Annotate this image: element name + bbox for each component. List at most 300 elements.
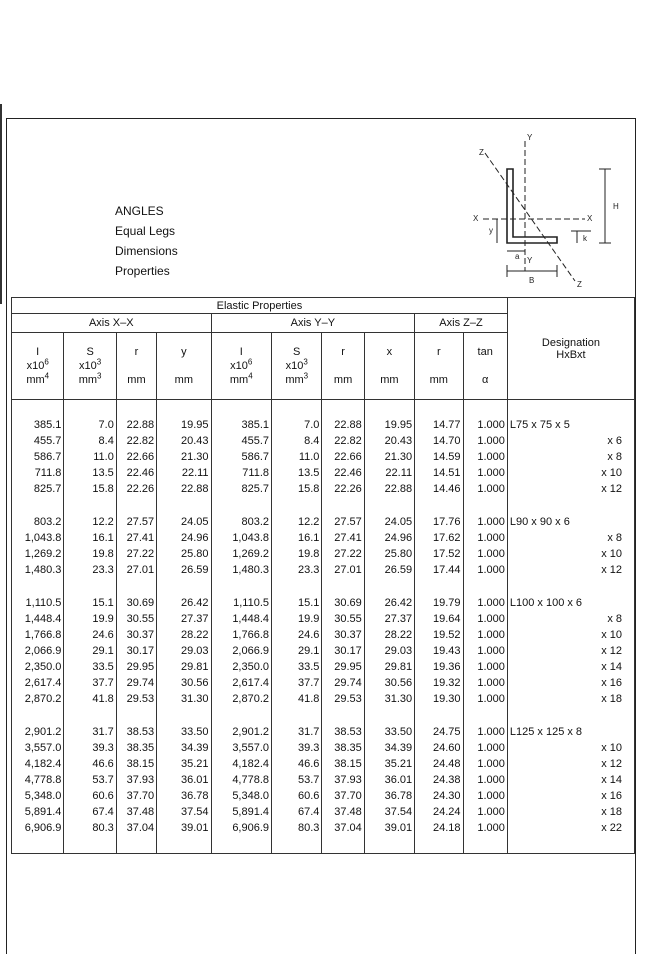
table-row (12, 788, 635, 804)
value-cell: 1,043.8 (211, 530, 271, 546)
value-cell: 1.000 (463, 804, 507, 820)
value-cell: 6,906.9 (12, 820, 64, 836)
value-cell: 19.64 (415, 611, 463, 627)
value-cell: 29.74 (116, 675, 156, 691)
value-cell: 19.30 (415, 691, 463, 707)
spacer-cell (364, 836, 414, 854)
value-cell: 4,778.8 (12, 772, 64, 788)
value-cell: 385.1 (12, 417, 64, 433)
value-cell: 1.000 (463, 643, 507, 659)
value-cell: 1,043.8 (12, 530, 64, 546)
value-cell: 5,891.4 (211, 804, 271, 820)
spacer-cell (507, 497, 634, 514)
spacer-cell (12, 578, 64, 595)
value-cell: 13.5 (64, 465, 116, 481)
value-cell: 1,480.3 (12, 562, 64, 578)
value-cell: 37.48 (116, 804, 156, 820)
value-cell: 21.30 (157, 449, 211, 465)
value-cell: 586.7 (211, 449, 271, 465)
value-cell: 4,182.4 (12, 756, 64, 772)
value-cell: 2,066.9 (211, 643, 271, 659)
value-cell: 30.17 (322, 643, 364, 659)
column-scale: x10 (26, 360, 45, 372)
value-cell: 455.7 (211, 433, 271, 449)
value-cell: 1.000 (463, 514, 507, 530)
value-cell: 11.0 (64, 449, 116, 465)
spacer-cell (272, 578, 322, 595)
column-unit: mm (380, 374, 399, 386)
designation-cell: x 12 (507, 562, 634, 578)
value-cell: 27.22 (116, 546, 156, 562)
table-row (12, 530, 635, 546)
column-symbol: r (341, 346, 345, 358)
value-cell: 711.8 (211, 465, 271, 481)
table-row (12, 820, 635, 836)
spacer-cell (415, 836, 463, 854)
value-cell: 385.1 (211, 417, 271, 433)
designation-cell: L125 x 125 x 8 (507, 724, 634, 740)
value-cell: 1.000 (463, 659, 507, 675)
table-row (12, 724, 635, 740)
spacer-cell (12, 400, 64, 418)
value-cell: 2,617.4 (12, 675, 64, 691)
value-cell: 27.57 (116, 514, 156, 530)
column-symbol: r (436, 346, 441, 358)
value-cell: 1.000 (463, 465, 507, 481)
value-cell: 20.43 (364, 433, 414, 449)
value-cell: 1.000 (463, 675, 507, 691)
value-cell: 36.01 (364, 772, 414, 788)
value-cell: 2,901.2 (211, 724, 271, 740)
value-cell: 26.59 (364, 562, 414, 578)
value-cell: 1.000 (463, 595, 507, 611)
spacer-cell (463, 578, 507, 595)
value-cell: 1.000 (463, 546, 507, 562)
value-cell: 17.44 (415, 562, 463, 578)
spacer-cell (64, 707, 116, 724)
spacer-cell (322, 400, 364, 418)
spacer-cell (157, 497, 211, 514)
table-row (12, 465, 635, 481)
spacer-row (12, 497, 635, 514)
value-cell: 23.3 (64, 562, 116, 578)
value-cell: 19.9 (64, 611, 116, 627)
spacer-cell (463, 400, 507, 418)
table-row (12, 627, 635, 643)
value-cell: 1.000 (463, 740, 507, 756)
column-unit: mm (285, 374, 304, 386)
value-cell: 1,766.8 (211, 627, 271, 643)
designation-cell: x 22 (507, 820, 634, 836)
designation-title: Designation (541, 336, 600, 349)
table-row (12, 417, 635, 433)
value-cell: 29.1 (272, 643, 322, 659)
column-unit: mm (229, 374, 249, 386)
angle-shape (507, 169, 557, 243)
column-unit: α (482, 374, 489, 386)
value-cell: 1.000 (463, 772, 507, 788)
sheet-title (115, 201, 178, 281)
value-cell: 37.54 (157, 804, 211, 820)
value-cell: 29.81 (157, 659, 211, 675)
value-cell: 38.15 (116, 756, 156, 772)
spacer-cell (415, 497, 463, 514)
value-cell: 3,557.0 (12, 740, 64, 756)
angle-section-diagram (465, 131, 635, 291)
table-row (12, 595, 635, 611)
value-cell: 25.80 (364, 546, 414, 562)
value-cell: 31.7 (64, 724, 116, 740)
value-cell: 7.0 (64, 417, 116, 433)
value-cell: 29.81 (364, 659, 414, 675)
value-cell: 12.2 (272, 514, 322, 530)
column-header (12, 333, 64, 400)
value-cell: 37.70 (116, 788, 156, 804)
value-cell: 8.4 (64, 433, 116, 449)
table-row (12, 772, 635, 788)
value-cell: 67.4 (272, 804, 322, 820)
value-cell: 39.3 (272, 740, 322, 756)
column-scale-exp: 6 (44, 357, 49, 367)
designation-cell: x 16 (507, 788, 634, 804)
value-cell: 30.37 (322, 627, 364, 643)
value-cell: 1.000 (463, 611, 507, 627)
value-cell: 19.32 (415, 675, 463, 691)
value-cell: 24.96 (157, 530, 211, 546)
value-cell: 2,870.2 (12, 691, 64, 707)
value-cell: 33.50 (157, 724, 211, 740)
designation-cell: x 6 (507, 433, 634, 449)
spacer-cell (116, 578, 156, 595)
label-y-bottom: Y (527, 256, 533, 265)
value-cell: 46.6 (272, 756, 322, 772)
value-cell: 36.78 (364, 788, 414, 804)
column-header (211, 333, 271, 400)
spacer-cell (272, 836, 322, 854)
value-cell: 19.36 (415, 659, 463, 675)
value-cell: 1.000 (463, 433, 507, 449)
column-scale: x10 (230, 360, 248, 372)
designation-cell: x 10 (507, 465, 634, 481)
value-cell: 1.000 (463, 562, 507, 578)
column-symbol: I (36, 346, 40, 358)
designation-cell: x 10 (507, 627, 634, 643)
spacer-cell (364, 497, 414, 514)
value-cell: 28.22 (364, 627, 414, 643)
value-cell: 37.93 (116, 772, 156, 788)
column-header (116, 333, 156, 400)
value-cell: 25.80 (157, 546, 211, 562)
value-cell: 23.3 (272, 562, 322, 578)
value-cell: 37.04 (322, 820, 364, 836)
value-cell: 30.37 (116, 627, 156, 643)
value-cell: 24.38 (415, 772, 463, 788)
label-x-right: X (587, 214, 593, 223)
value-cell: 27.57 (322, 514, 364, 530)
title-line-4: Properties (115, 264, 170, 278)
table-row (12, 611, 635, 627)
spacer-cell (211, 707, 271, 724)
spacer-cell (211, 836, 271, 854)
value-cell: 35.21 (157, 756, 211, 772)
label-b: B (529, 276, 535, 285)
value-cell: 53.7 (272, 772, 322, 788)
value-cell: 1,110.5 (12, 595, 64, 611)
spacer-cell (463, 707, 507, 724)
designation-cell: x 10 (507, 546, 634, 562)
column-scale-exp: 3 (303, 357, 308, 367)
value-cell: 29.74 (322, 675, 364, 691)
value-cell: 1,110.5 (211, 595, 271, 611)
value-cell: 24.05 (364, 514, 414, 530)
label-z-bottom: Z (577, 280, 582, 289)
value-cell: 80.3 (64, 820, 116, 836)
value-cell: 1,269.2 (211, 546, 271, 562)
spacer-cell (211, 400, 271, 418)
table-row (12, 643, 635, 659)
spacer-cell (272, 497, 322, 514)
column-unit-exp: 3 (97, 371, 102, 381)
value-cell: 38.53 (322, 724, 364, 740)
value-cell: 27.41 (116, 530, 156, 546)
value-cell: 16.1 (272, 530, 322, 546)
value-cell: 24.60 (415, 740, 463, 756)
axis-xx-header: Axis X–X (12, 314, 212, 333)
value-cell: 29.1 (64, 643, 116, 659)
spacer-cell (157, 836, 211, 854)
value-cell: 36.01 (157, 772, 211, 788)
axis-yy-header: Axis Y–Y (211, 314, 415, 333)
column-symbol: I (239, 346, 243, 358)
spacer-cell (116, 707, 156, 724)
column-unit: mm (174, 374, 193, 386)
spacer-cell (116, 836, 156, 854)
value-cell: 1,766.8 (12, 627, 64, 643)
value-cell: 711.8 (12, 465, 64, 481)
spacer-cell (272, 707, 322, 724)
column-scale: x10 (79, 360, 97, 372)
value-cell: 37.7 (272, 675, 322, 691)
value-cell: 30.56 (157, 675, 211, 691)
properties-table (11, 297, 635, 854)
spacer-cell (322, 707, 364, 724)
value-cell: 29.03 (364, 643, 414, 659)
value-cell: 455.7 (12, 433, 64, 449)
spacer-cell (364, 400, 414, 418)
value-cell: 38.35 (322, 740, 364, 756)
value-cell: 24.30 (415, 788, 463, 804)
value-cell: 37.93 (322, 772, 364, 788)
value-cell: 1.000 (463, 756, 507, 772)
column-symbol: x (386, 346, 393, 358)
value-cell: 14.77 (415, 417, 463, 433)
value-cell: 13.5 (272, 465, 322, 481)
value-cell: 22.88 (157, 481, 211, 497)
spacer-cell (157, 707, 211, 724)
table-row (12, 514, 635, 530)
value-cell: 19.52 (415, 627, 463, 643)
value-cell: 39.01 (364, 820, 414, 836)
spacer-cell (507, 836, 634, 854)
value-cell: 8.4 (272, 433, 322, 449)
spacer-cell (322, 578, 364, 595)
value-cell: 15.1 (64, 595, 116, 611)
value-cell: 33.5 (272, 659, 322, 675)
value-cell: 24.24 (415, 804, 463, 820)
value-cell: 24.96 (364, 530, 414, 546)
column-unit: mm (429, 374, 448, 386)
value-cell: 29.53 (322, 691, 364, 707)
value-cell: 29.03 (157, 643, 211, 659)
spacer-cell (211, 497, 271, 514)
value-cell: 5,348.0 (211, 788, 271, 804)
value-cell: 1.000 (463, 788, 507, 804)
spacer-cell (463, 497, 507, 514)
table-row (12, 675, 635, 691)
value-cell: 46.6 (64, 756, 116, 772)
spacer-cell (64, 400, 116, 418)
value-cell: 31.7 (272, 724, 322, 740)
value-cell: 37.54 (364, 804, 414, 820)
value-cell: 35.21 (364, 756, 414, 772)
column-unit: mm (333, 374, 353, 386)
label-z-top: Z (479, 148, 484, 157)
designation-cell: x 8 (507, 530, 634, 546)
value-cell: 19.95 (157, 417, 211, 433)
value-cell: 37.04 (116, 820, 156, 836)
spacer-cell (463, 836, 507, 854)
value-cell: 27.41 (322, 530, 364, 546)
value-cell: 14.46 (415, 481, 463, 497)
value-cell: 34.39 (364, 740, 414, 756)
table-row (12, 740, 635, 756)
spacer-cell (507, 400, 634, 418)
value-cell: 14.59 (415, 449, 463, 465)
value-cell: 30.69 (116, 595, 156, 611)
value-cell: 41.8 (272, 691, 322, 707)
value-cell: 37.70 (322, 788, 364, 804)
spacer-cell (64, 578, 116, 595)
value-cell: 1.000 (463, 627, 507, 643)
value-cell: 22.88 (322, 417, 364, 433)
value-cell: 22.26 (322, 481, 364, 497)
value-cell: 17.52 (415, 546, 463, 562)
designation-cell: x 8 (507, 611, 634, 627)
designation-cell: x 16 (507, 675, 634, 691)
value-cell: 22.88 (364, 481, 414, 497)
value-cell: 6,906.9 (211, 820, 271, 836)
value-cell: 1.000 (463, 691, 507, 707)
value-cell: 30.17 (116, 643, 156, 659)
column-unit-exp: 3 (303, 371, 309, 381)
column-symbol: r (134, 346, 139, 358)
value-cell: 27.01 (322, 562, 364, 578)
value-cell: 1.000 (463, 820, 507, 836)
column-unit-exp: 4 (248, 371, 253, 381)
table-row (12, 433, 635, 449)
spacer-cell (157, 400, 211, 418)
spacer-cell (12, 836, 64, 854)
value-cell: 14.51 (415, 465, 463, 481)
value-cell: 22.46 (116, 465, 156, 481)
column-unit: mm (127, 374, 146, 386)
value-cell: 22.26 (116, 481, 156, 497)
value-cell: 36.78 (157, 788, 211, 804)
value-cell: 39.01 (157, 820, 211, 836)
spacer-cell (415, 400, 463, 418)
value-cell: 24.75 (415, 724, 463, 740)
value-cell: 2,901.2 (12, 724, 64, 740)
table-row (12, 659, 635, 675)
title-line-2: Equal Legs (115, 224, 176, 238)
value-cell: 38.53 (116, 724, 156, 740)
value-cell: 1.000 (463, 417, 507, 433)
table-row (12, 546, 635, 562)
value-cell: 2,617.4 (211, 675, 271, 691)
table-row (12, 804, 635, 820)
value-cell: 39.3 (64, 740, 116, 756)
value-cell: 1.000 (463, 449, 507, 465)
value-cell: 29.95 (322, 659, 364, 675)
designation-cell: x 14 (507, 772, 634, 788)
value-cell: 12.2 (64, 514, 116, 530)
value-cell: 24.05 (157, 514, 211, 530)
designation-sub: HxBxt (556, 348, 586, 361)
value-cell: 803.2 (211, 514, 271, 530)
column-scale-exp: 3 (96, 357, 102, 367)
value-cell: 22.46 (322, 465, 364, 481)
value-cell: 60.6 (64, 788, 116, 804)
spacer-cell (211, 578, 271, 595)
label-x-left: X (473, 214, 479, 223)
value-cell: 22.82 (116, 433, 156, 449)
value-cell: 19.9 (272, 611, 322, 627)
scan-margin-line (0, 104, 2, 304)
column-header (364, 333, 414, 400)
value-cell: 1,480.3 (211, 562, 271, 578)
designation-cell: L100 x 100 x 6 (507, 595, 634, 611)
value-cell: 28.22 (157, 627, 211, 643)
value-cell: 22.82 (322, 433, 364, 449)
value-cell: 22.11 (157, 465, 211, 481)
value-cell: 21.30 (364, 449, 414, 465)
value-cell: 31.30 (157, 691, 211, 707)
value-cell: 825.7 (12, 481, 64, 497)
value-cell: 24.18 (415, 820, 463, 836)
label-y-top: Y (527, 133, 533, 142)
column-unit: mm (78, 374, 98, 386)
value-cell: 5,891.4 (12, 804, 64, 820)
value-cell: 14.70 (415, 433, 463, 449)
title-line-1: ANGLES (115, 204, 164, 218)
spacer-cell (116, 400, 156, 418)
value-cell: 825.7 (211, 481, 271, 497)
spacer-cell (64, 497, 116, 514)
label-a: a (515, 252, 520, 261)
value-cell: 17.76 (415, 514, 463, 530)
value-cell: 2,066.9 (12, 643, 64, 659)
angles-properties-sheet (6, 118, 636, 954)
value-cell: 41.8 (64, 691, 116, 707)
column-header (64, 333, 116, 400)
label-k: k (583, 234, 587, 243)
spacer-row (12, 578, 635, 595)
column-header (415, 333, 463, 400)
value-cell: 803.2 (12, 514, 64, 530)
designation-cell: x 14 (507, 659, 634, 675)
value-cell: 16.1 (64, 530, 116, 546)
spacer-cell (364, 578, 414, 595)
